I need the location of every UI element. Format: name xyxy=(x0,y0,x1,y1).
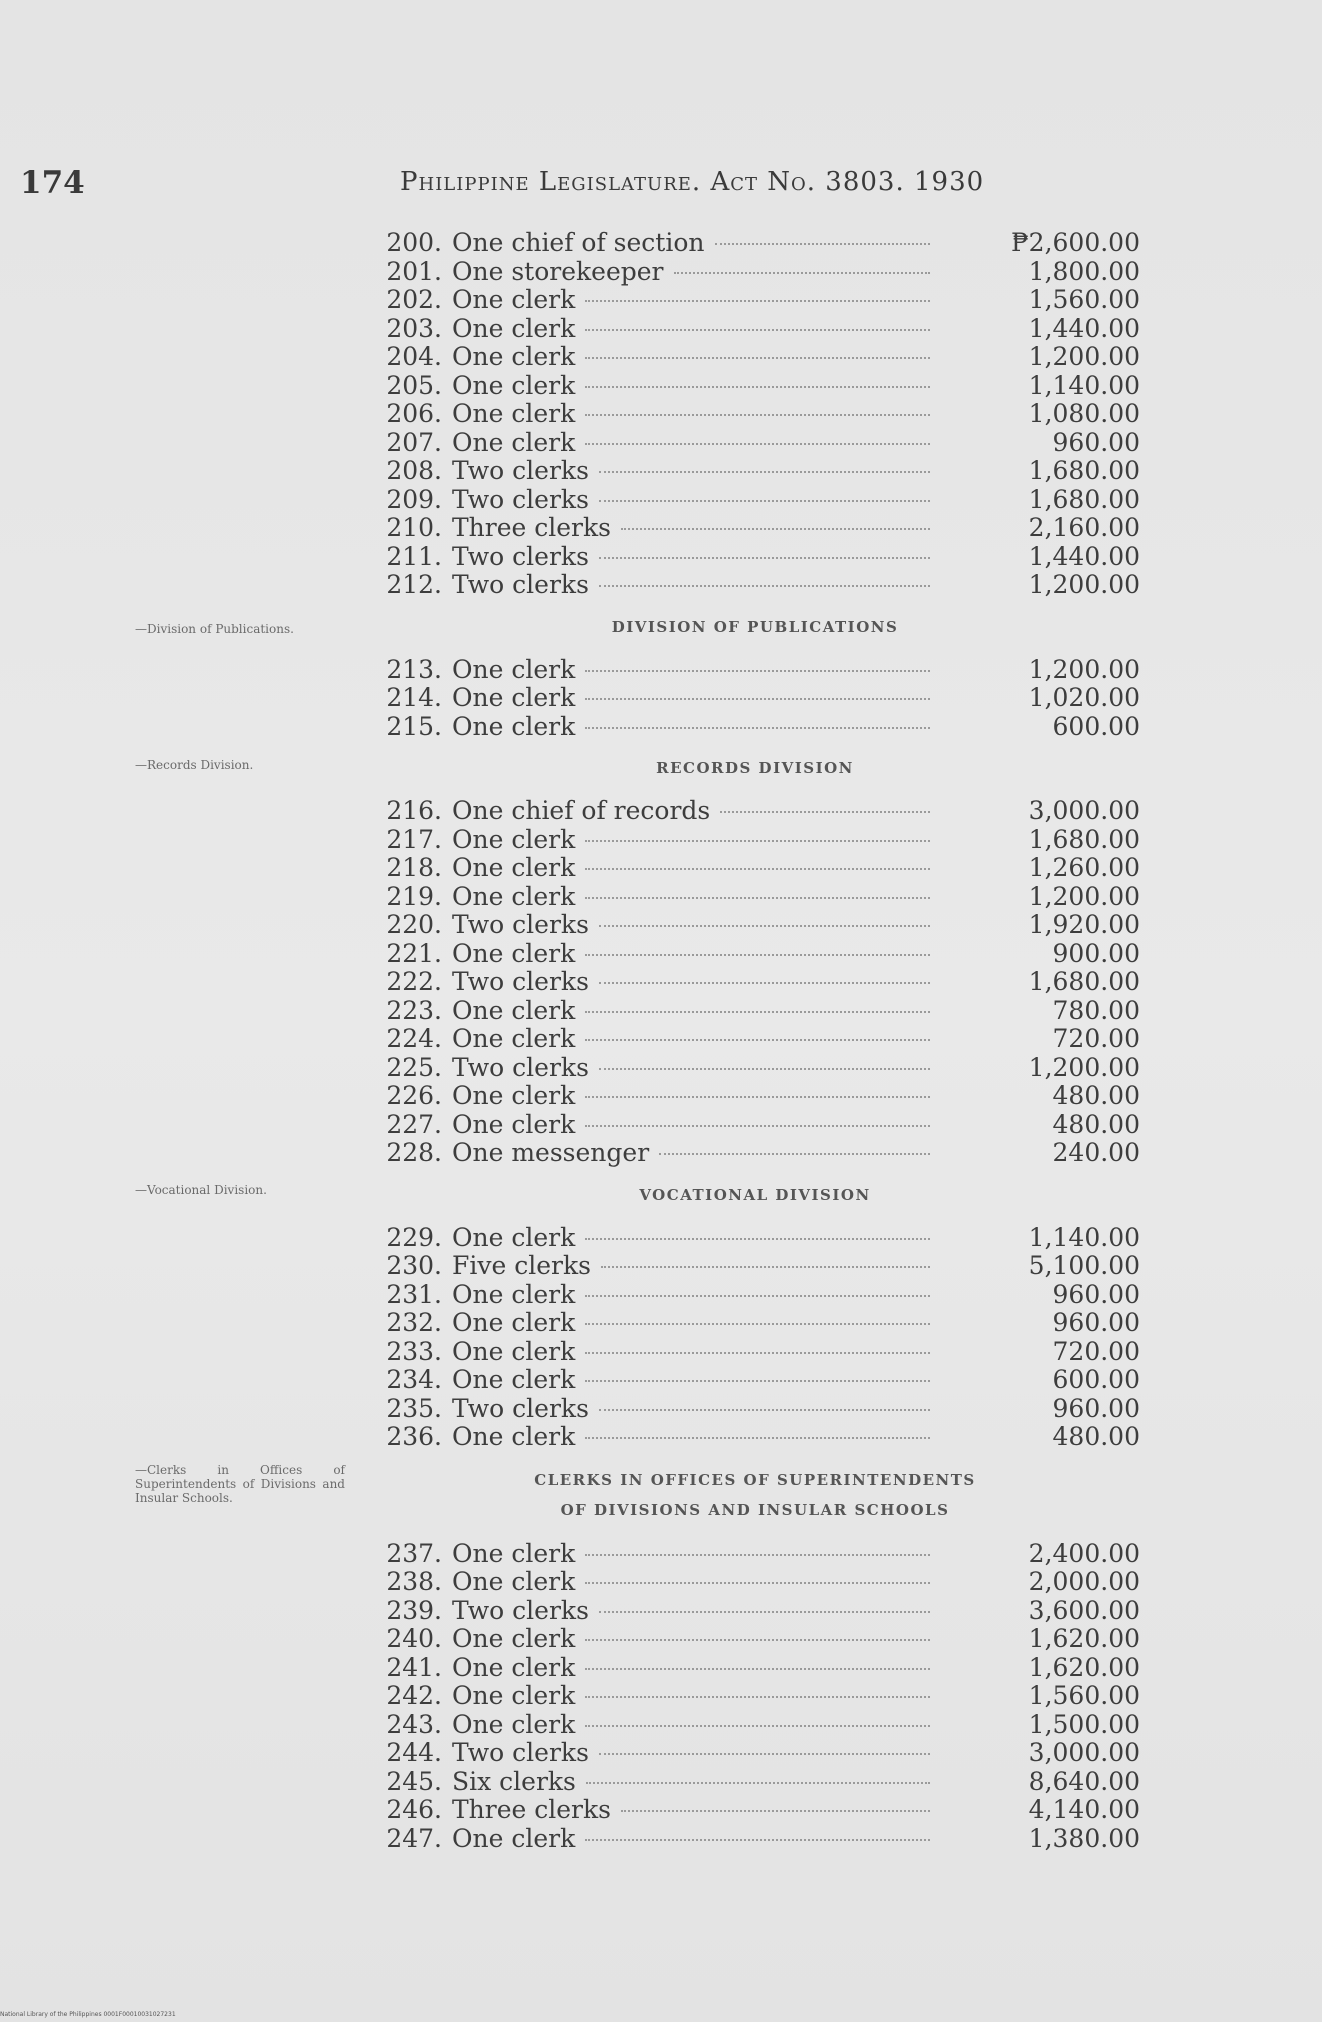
list-item xyxy=(370,1596,1140,1625)
dot-leader xyxy=(585,329,930,331)
item-description: One clerk xyxy=(452,285,576,314)
list-item xyxy=(370,1681,1140,1710)
item-number: 206. xyxy=(386,399,442,428)
list-item xyxy=(370,1795,1140,1824)
list-item xyxy=(370,1824,1140,1853)
item-amount: 900.00 xyxy=(1052,938,1140,968)
heading-clerks-offices-line1: CLERKS IN OFFICES OF SUPERINTENDENTS xyxy=(534,1470,976,1489)
list-item xyxy=(370,228,1140,257)
item-description: Two clerks xyxy=(452,456,589,485)
list-item xyxy=(370,683,1140,712)
list-item xyxy=(370,1024,1140,1053)
item-amount: 1,200.00 xyxy=(1028,881,1140,911)
item-amount: 720.00 xyxy=(1052,1336,1140,1366)
list-item xyxy=(370,1539,1140,1568)
item-amount: 1,200.00 xyxy=(1028,654,1140,684)
list-item xyxy=(370,1223,1140,1252)
item-amount: 1,680.00 xyxy=(1028,967,1140,996)
dot-leader xyxy=(599,557,930,559)
dot-leader xyxy=(585,1668,930,1670)
dot-leader xyxy=(585,1437,930,1439)
group-records xyxy=(370,796,1140,1167)
item-description: One clerk xyxy=(452,1365,576,1394)
item-number: 225. xyxy=(386,1052,442,1082)
list-item xyxy=(370,1394,1140,1423)
dot-leader xyxy=(585,954,930,956)
list-item xyxy=(370,1251,1140,1280)
item-number: 217. xyxy=(386,824,442,854)
item-number: 241. xyxy=(386,1652,442,1682)
item-description: One clerk xyxy=(452,399,576,428)
item-amount: 1,200.00 xyxy=(1028,570,1140,599)
item-description: One clerk xyxy=(452,1336,576,1366)
heading-vocational-division: VOCATIONAL DIVISION xyxy=(639,1185,871,1204)
item-description: One clerk xyxy=(452,1567,576,1596)
item-description: One clerk xyxy=(452,1422,576,1451)
item-number: 237. xyxy=(386,1538,442,1568)
item-amount: ₱2,600.00 xyxy=(1011,228,1140,257)
item-amount: 1,440.00 xyxy=(1028,313,1140,343)
item-number: 211. xyxy=(386,541,442,571)
item-number: 222. xyxy=(386,967,442,996)
item-description: One clerk xyxy=(452,342,576,371)
item-number: 232. xyxy=(386,1308,442,1337)
item-amount: 8,640.00 xyxy=(1028,1766,1140,1796)
item-description: One clerk xyxy=(452,711,576,741)
item-number: 207. xyxy=(386,427,442,457)
dot-leader xyxy=(674,272,931,274)
list-item xyxy=(370,1767,1140,1796)
dot-leader xyxy=(585,1125,930,1127)
item-description: Two clerks xyxy=(452,1595,589,1625)
dot-leader xyxy=(585,1039,930,1041)
list-item xyxy=(370,570,1140,599)
dot-leader xyxy=(585,698,930,700)
list-item xyxy=(370,1422,1140,1451)
item-amount: 1,440.00 xyxy=(1028,541,1140,571)
item-description: One clerk xyxy=(452,683,576,712)
item-description: Six clerks xyxy=(452,1766,576,1796)
dot-leader xyxy=(621,1810,930,1812)
dot-leader xyxy=(599,500,930,502)
item-number: 224. xyxy=(386,1024,442,1053)
item-description: One clerk xyxy=(452,654,576,684)
group-publications xyxy=(370,655,1140,741)
item-number: 223. xyxy=(386,995,442,1025)
item-amount: 960.00 xyxy=(1052,1279,1140,1309)
item-amount: 1,140.00 xyxy=(1028,1222,1140,1252)
item-description: Two clerks xyxy=(452,484,589,514)
item-description: One clerk xyxy=(452,427,576,457)
item-description: Five clerks xyxy=(452,1251,591,1280)
list-item xyxy=(370,1337,1140,1366)
item-amount: 600.00 xyxy=(1052,711,1140,741)
item-number: 238. xyxy=(386,1567,442,1596)
item-amount: 1,800.00 xyxy=(1028,256,1140,286)
list-item xyxy=(370,1567,1140,1596)
item-amount: 480.00 xyxy=(1052,1422,1140,1451)
item-number: 210. xyxy=(386,513,442,542)
item-number: 229. xyxy=(386,1222,442,1252)
item-amount: 240.00 xyxy=(1052,1138,1140,1167)
item-description: Two clerks xyxy=(452,1052,589,1082)
dot-leader xyxy=(585,1238,930,1240)
list-item xyxy=(370,399,1140,428)
item-number: 213. xyxy=(386,654,442,684)
item-description: Two clerks xyxy=(452,967,589,996)
item-amount: 960.00 xyxy=(1052,1393,1140,1423)
item-amount: 1,260.00 xyxy=(1028,853,1140,882)
dot-leader xyxy=(585,386,930,388)
item-amount: 1,620.00 xyxy=(1028,1652,1140,1682)
list-item xyxy=(370,967,1140,996)
dot-leader xyxy=(720,811,930,813)
margin-note-publications: —Division of Publications. xyxy=(135,622,294,636)
dot-leader xyxy=(585,840,930,842)
item-description: Two clerks xyxy=(452,1738,589,1767)
item-number: 227. xyxy=(386,1109,442,1139)
dot-leader xyxy=(585,357,930,359)
item-number: 209. xyxy=(386,484,442,514)
heading-clerks-offices-line2: OF DIVISIONS AND INSULAR SCHOOLS xyxy=(560,1500,950,1519)
group-top xyxy=(370,228,1140,599)
item-number: 234. xyxy=(386,1365,442,1394)
item-number: 214. xyxy=(386,683,442,712)
dot-leader xyxy=(585,1839,930,1841)
item-amount: 3,000.00 xyxy=(1028,1738,1140,1767)
item-amount: 2,400.00 xyxy=(1028,1538,1140,1568)
dot-leader xyxy=(599,982,930,984)
list-item xyxy=(370,342,1140,371)
dot-leader xyxy=(585,1352,930,1354)
dot-leader xyxy=(585,727,930,729)
list-item xyxy=(370,1280,1140,1309)
item-number: 204. xyxy=(386,342,442,371)
item-number: 245. xyxy=(386,1766,442,1796)
list-item xyxy=(370,1710,1140,1739)
item-number: 246. xyxy=(386,1795,442,1824)
item-description: One clerk xyxy=(452,1709,576,1739)
margin-note-records: —Records Division. xyxy=(135,758,254,772)
item-number: 236. xyxy=(386,1422,442,1451)
item-amount: 1,500.00 xyxy=(1028,1709,1140,1739)
dot-leader xyxy=(621,528,930,530)
item-number: 235. xyxy=(386,1393,442,1423)
list-item xyxy=(370,796,1140,825)
item-number: 216. xyxy=(386,796,442,825)
item-amount: 1,080.00 xyxy=(1028,399,1140,428)
item-description: One clerk xyxy=(452,1222,576,1252)
item-description: Three clerks xyxy=(452,513,611,542)
item-amount: 1,680.00 xyxy=(1028,824,1140,854)
margin-note-vocational: —Vocational Division. xyxy=(135,1183,267,1197)
dot-leader xyxy=(585,1295,930,1297)
item-description: Three clerks xyxy=(452,1795,611,1824)
item-description: One clerk xyxy=(452,995,576,1025)
item-description: One clerk xyxy=(452,1681,576,1710)
list-item xyxy=(370,655,1140,684)
dot-leader xyxy=(715,243,930,245)
item-number: 231. xyxy=(386,1279,442,1309)
list-item xyxy=(370,882,1140,911)
list-item xyxy=(370,939,1140,968)
item-description: One clerk xyxy=(452,881,576,911)
item-number: 226. xyxy=(386,1081,442,1110)
item-number: 244. xyxy=(386,1738,442,1767)
item-amount: 720.00 xyxy=(1052,1024,1140,1053)
dot-leader xyxy=(599,1068,930,1070)
item-number: 242. xyxy=(386,1681,442,1710)
item-number: 218. xyxy=(386,853,442,882)
item-description: One clerk xyxy=(452,1081,576,1110)
heading-records-division: RECORDS DIVISION xyxy=(656,759,854,777)
dot-leader xyxy=(585,670,930,672)
group-clerks-offices xyxy=(370,1539,1140,1853)
dot-leader xyxy=(599,1611,930,1613)
item-number: 221. xyxy=(386,938,442,968)
margin-note-clerks-offices: —Clerks in Offices of Superintendents of Divisions and Insular Schools. xyxy=(135,1463,345,1505)
list-item xyxy=(370,428,1140,457)
item-amount: 1,140.00 xyxy=(1028,370,1140,400)
list-item xyxy=(370,825,1140,854)
item-description: Two clerks xyxy=(452,910,589,939)
dot-leader xyxy=(585,414,930,416)
item-description: One clerk xyxy=(452,1652,576,1682)
item-amount: 960.00 xyxy=(1052,1308,1140,1337)
item-description: One clerk xyxy=(452,1308,576,1337)
list-item xyxy=(370,542,1140,571)
list-item xyxy=(370,513,1140,542)
item-number: 230. xyxy=(386,1251,442,1280)
dot-leader xyxy=(585,1639,930,1641)
list-item xyxy=(370,485,1140,514)
item-amount: 4,140.00 xyxy=(1028,1795,1140,1824)
item-amount: 1,560.00 xyxy=(1028,285,1140,314)
appropriation-list xyxy=(370,228,1140,1852)
list-item xyxy=(370,314,1140,343)
dot-leader xyxy=(599,585,930,587)
item-amount: 1,200.00 xyxy=(1028,1052,1140,1082)
dot-leader xyxy=(585,1096,930,1098)
item-number: 201. xyxy=(386,256,442,286)
dot-leader xyxy=(601,1266,930,1268)
item-number: 240. xyxy=(386,1624,442,1653)
item-amount: 1,920.00 xyxy=(1028,910,1140,939)
dot-leader xyxy=(585,897,930,899)
item-amount: 480.00 xyxy=(1052,1081,1140,1110)
item-description: One clerk xyxy=(452,938,576,968)
dot-leader xyxy=(586,1782,930,1784)
dot-leader xyxy=(585,868,930,870)
item-description: One clerk xyxy=(452,1109,576,1139)
item-number: 228. xyxy=(386,1138,442,1167)
list-item xyxy=(370,1365,1140,1394)
heading-division-of-publications: DIVISION OF PUBLICATIONS xyxy=(611,617,899,636)
list-item xyxy=(370,1624,1140,1653)
list-item xyxy=(370,1738,1140,1767)
item-number: 219. xyxy=(386,881,442,911)
item-number: 247. xyxy=(386,1823,442,1853)
list-item xyxy=(370,1081,1140,1110)
item-description: One clerk xyxy=(452,1823,576,1853)
dot-leader xyxy=(585,1696,930,1698)
dot-leader xyxy=(599,471,930,473)
list-item xyxy=(370,996,1140,1025)
item-description: One clerk xyxy=(452,1624,576,1653)
list-item xyxy=(370,1053,1140,1082)
item-description: Two clerks xyxy=(452,1393,589,1423)
list-item xyxy=(370,853,1140,882)
item-description: One clerk xyxy=(452,1538,576,1568)
dot-leader xyxy=(585,1725,930,1727)
item-description: One chief of records xyxy=(452,796,711,825)
group-vocational xyxy=(370,1223,1140,1451)
item-amount: 960.00 xyxy=(1052,427,1140,457)
item-amount: 480.00 xyxy=(1052,1109,1140,1139)
page-number: 174 xyxy=(20,165,85,201)
item-number: 239. xyxy=(386,1595,442,1625)
item-description: Two clerks xyxy=(452,541,589,571)
item-amount: 1,560.00 xyxy=(1028,1681,1140,1710)
item-number: 243. xyxy=(386,1709,442,1739)
list-item xyxy=(370,371,1140,400)
item-description: One storekeeper xyxy=(452,256,664,286)
list-item xyxy=(370,285,1140,314)
dot-leader xyxy=(599,1409,930,1411)
item-number: 220. xyxy=(386,910,442,939)
item-description: One clerk xyxy=(452,370,576,400)
dot-leader xyxy=(585,1011,930,1013)
item-amount: 1,620.00 xyxy=(1028,1624,1140,1653)
item-amount: 3,600.00 xyxy=(1028,1595,1140,1625)
item-amount: 1,020.00 xyxy=(1028,683,1140,712)
footer-attribution: National Library of the Philippines 0001F00010031027231 xyxy=(0,2011,176,2018)
item-amount: 2,000.00 xyxy=(1028,1567,1140,1596)
item-description: One clerk xyxy=(452,313,576,343)
item-description: One messenger xyxy=(452,1138,650,1167)
item-description: One clerk xyxy=(452,1024,576,1053)
list-item xyxy=(370,456,1140,485)
item-amount: 3,000.00 xyxy=(1028,796,1140,825)
item-amount: 2,160.00 xyxy=(1028,513,1140,542)
item-number: 215. xyxy=(386,711,442,741)
item-number: 208. xyxy=(386,456,442,485)
list-item xyxy=(370,1653,1140,1682)
item-number: 202. xyxy=(386,285,442,314)
dot-leader xyxy=(585,1582,930,1584)
dot-leader xyxy=(585,443,930,445)
running-head: Philippine Legislature. Act No. 3803. 1930 xyxy=(400,167,985,197)
list-item xyxy=(370,1110,1140,1139)
list-item xyxy=(370,910,1140,939)
dot-leader xyxy=(585,1380,930,1382)
item-description: One clerk xyxy=(452,824,576,854)
item-number: 205. xyxy=(386,370,442,400)
dot-leader xyxy=(659,1153,930,1155)
item-number: 200. xyxy=(386,228,442,257)
item-description: Two clerks xyxy=(452,570,589,599)
item-amount: 5,100.00 xyxy=(1028,1251,1140,1280)
dot-leader xyxy=(585,1323,930,1325)
item-number: 212. xyxy=(386,570,442,599)
item-description: One chief of section xyxy=(452,228,705,257)
dot-leader xyxy=(585,300,930,302)
dot-leader xyxy=(585,1554,930,1556)
item-description: One clerk xyxy=(452,1279,576,1309)
item-amount: 780.00 xyxy=(1052,995,1140,1025)
item-amount: 1,200.00 xyxy=(1028,342,1140,371)
dot-leader xyxy=(599,925,930,927)
list-item xyxy=(370,257,1140,286)
list-item xyxy=(370,1308,1140,1337)
item-amount: 600.00 xyxy=(1052,1365,1140,1394)
item-amount: 1,680.00 xyxy=(1028,484,1140,514)
dot-leader xyxy=(599,1753,930,1755)
list-item xyxy=(370,712,1140,741)
item-number: 233. xyxy=(386,1336,442,1366)
item-amount: 1,680.00 xyxy=(1028,456,1140,485)
list-item xyxy=(370,1138,1140,1167)
item-amount: 1,380.00 xyxy=(1028,1823,1140,1853)
item-description: One clerk xyxy=(452,853,576,882)
item-number: 203. xyxy=(386,313,442,343)
